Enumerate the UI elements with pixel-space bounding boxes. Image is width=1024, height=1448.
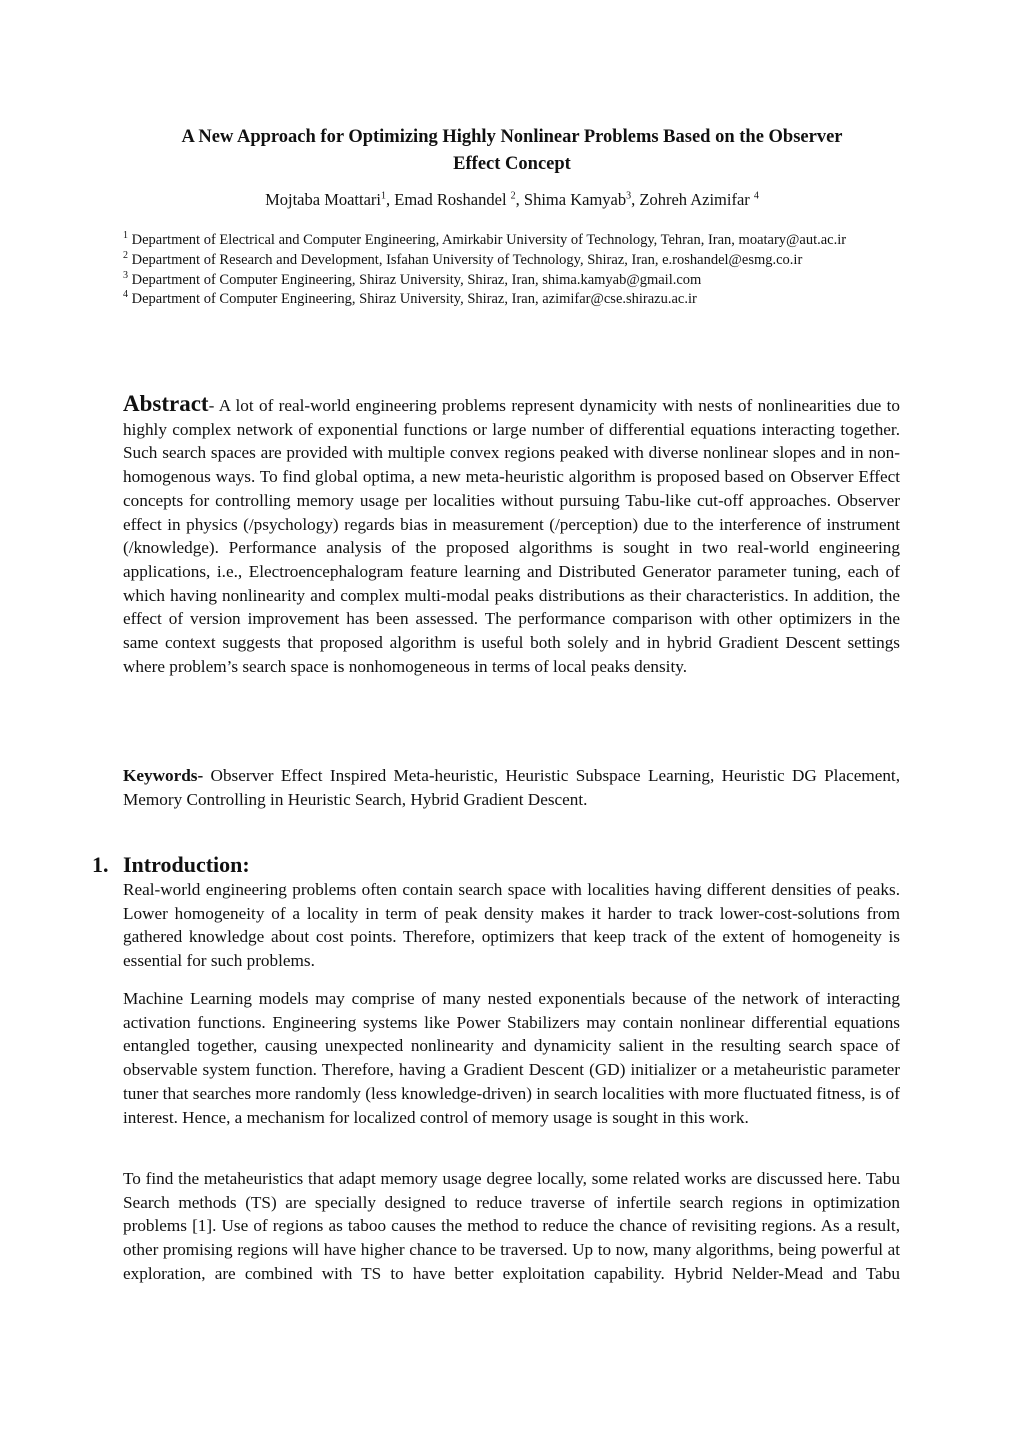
paper-title — [120, 124, 904, 178]
author-affil-marker: 2 — [510, 190, 516, 202]
title-line-1: A New Approach for Optimizing Highly Nonlinear Problems Based on the Observer — [181, 127, 843, 147]
author-affil-marker: 4 — [753, 190, 759, 202]
author-separator: , — [515, 190, 524, 209]
author-separator: , — [631, 190, 640, 209]
abstract-text: - A lot of real-world engineering problems represent dynamicity with nests of nonlinearities due to highly complex network of exponential functions or large number of differential equations interacting together. Such search spaces are provided with multiple convex regions peaked with diverse nonlinear slopes and in non-homogenous ways. To find global optima, a new meta-heuristic algorithm is proposed based on Observer Effect concepts for controlling memory usage per localities without pursuing Tabu-like cut-off approaches. Observer effect in physics (/psychology) regards bias in measurement (/perception) due to the interference of instrument (/knowledge). Performance analysis of the proposed algorithms is sought in two real-world engineering applications, i.e., Electroencephalogram feature learning and Distributed Generator parameter tuning, each of which having nonlinearity and complex multi-modal peaks distributions as their characteristics. In addition, the effect of version improvement has been assessed. The performance comparison with other optimizers in the same context suggests that proposed algorithm is useful both solely and in hybrid Gradient Descent settings where problem’s search space is nonhomogeneous in terms of local peaks density. — [123, 396, 900, 676]
affiliation-text: Department of Electrical and Computer Engineering, Amirkabir University of Technology, Tehran, Iran, moatary@aut.ac.ir — [128, 232, 847, 248]
affiliation-text: Department of Computer Engineering, Shiraz University, Shiraz, Iran, shima.kamyab@gmail.com — [128, 271, 702, 288]
affiliation-number: 1 — [123, 230, 128, 242]
abstract — [123, 392, 900, 678]
section-heading — [92, 851, 900, 879]
keywords-text: Observer Effect Inspired Meta-heuristic, Heuristic Subspace Learning, Heuristic DG Placement, Memory Controlling in Heuristic Search, Hybrid Gradient Descent. — [123, 766, 900, 809]
author-name: Shima Kamyab — [523, 190, 627, 209]
affiliation-3 — [123, 271, 900, 291]
affiliation-text: Department of Research and Development, Isfahan University of Technology, Shiraz, Iran, e.roshandel@esmg.co.ir — [128, 251, 803, 268]
affiliation-text: Department of Computer Engineering, Shiraz University, Shiraz, Iran, azimifar@cse.shirazu.ac.ir — [128, 291, 697, 308]
body-paragraph-3: To find the metaheuristics that adapt memory usage degree locally, some related works are discussed here. Tabu Search methods (TS) are specially designed to reduce traverse of infertile search regions in optimization problems [1]. Use of regions as taboo causes the method to reduce the chance of revisiting regions. As a result, other promising regions will have higher chance to be traversed. Up to now, many algorithms, being powerful at exploration, are combined with TS to have better exploitation capability. Hybrid Nelder-Mead and Tabu — [123, 1169, 900, 1283]
affiliation-number: 4 — [123, 289, 128, 301]
author-name: Zohreh Azimifar — [639, 190, 754, 209]
body-paragraph-1: Real-world engineering problems often contain search space with localities having different densities of peaks. Lower homogeneity of a locality in term of peak density makes it harder to track lower-cost-solutions from gathered knowledge about cost points. Therefore, optimizers that keep track of the extent of homogeneity is essential for such problems. — [123, 880, 900, 971]
keywords — [123, 764, 900, 811]
section-title: Introduction: — [123, 852, 250, 877]
body-paragraph-2: Machine Learning models may comprise of many nested exponentials because of the network of interacting activation functions. Engineering systems like Power Stabilizers may contain nonlinear differential equations entangled together, causing unexpected nonlinearity and dynamicity salient in the resulting search space of observable system function. Therefore, having a Gradient Descent (GD) initializer or a metaheuristic parameter tuner that searches more randomly (less knowledge-driven) in search localities with more fluctuated fitness, is of interest. Hence, a mechanism for localized control of memory usage is sought in this work. — [123, 989, 900, 1127]
affiliation-2 — [123, 251, 900, 271]
abstract-heading: Abstract — [123, 391, 209, 416]
affiliation-number: 3 — [123, 269, 128, 281]
author-affil-marker: 3 — [626, 190, 632, 202]
title-line-2: Effect Concept — [453, 154, 571, 174]
author-list — [120, 188, 904, 212]
section-number: 1. — [92, 852, 109, 877]
author-name: Mojtaba Moattari — [265, 190, 382, 209]
affiliation-number: 2 — [123, 249, 128, 261]
author-affil-marker: 1 — [381, 190, 387, 202]
author-separator: , — [386, 190, 395, 209]
affiliation-1 — [123, 231, 900, 251]
affiliations — [123, 231, 900, 310]
author-name: Emad Roshandel — [394, 190, 511, 209]
keywords-label: Keywords- — [123, 766, 204, 785]
affiliation-4 — [123, 290, 900, 310]
